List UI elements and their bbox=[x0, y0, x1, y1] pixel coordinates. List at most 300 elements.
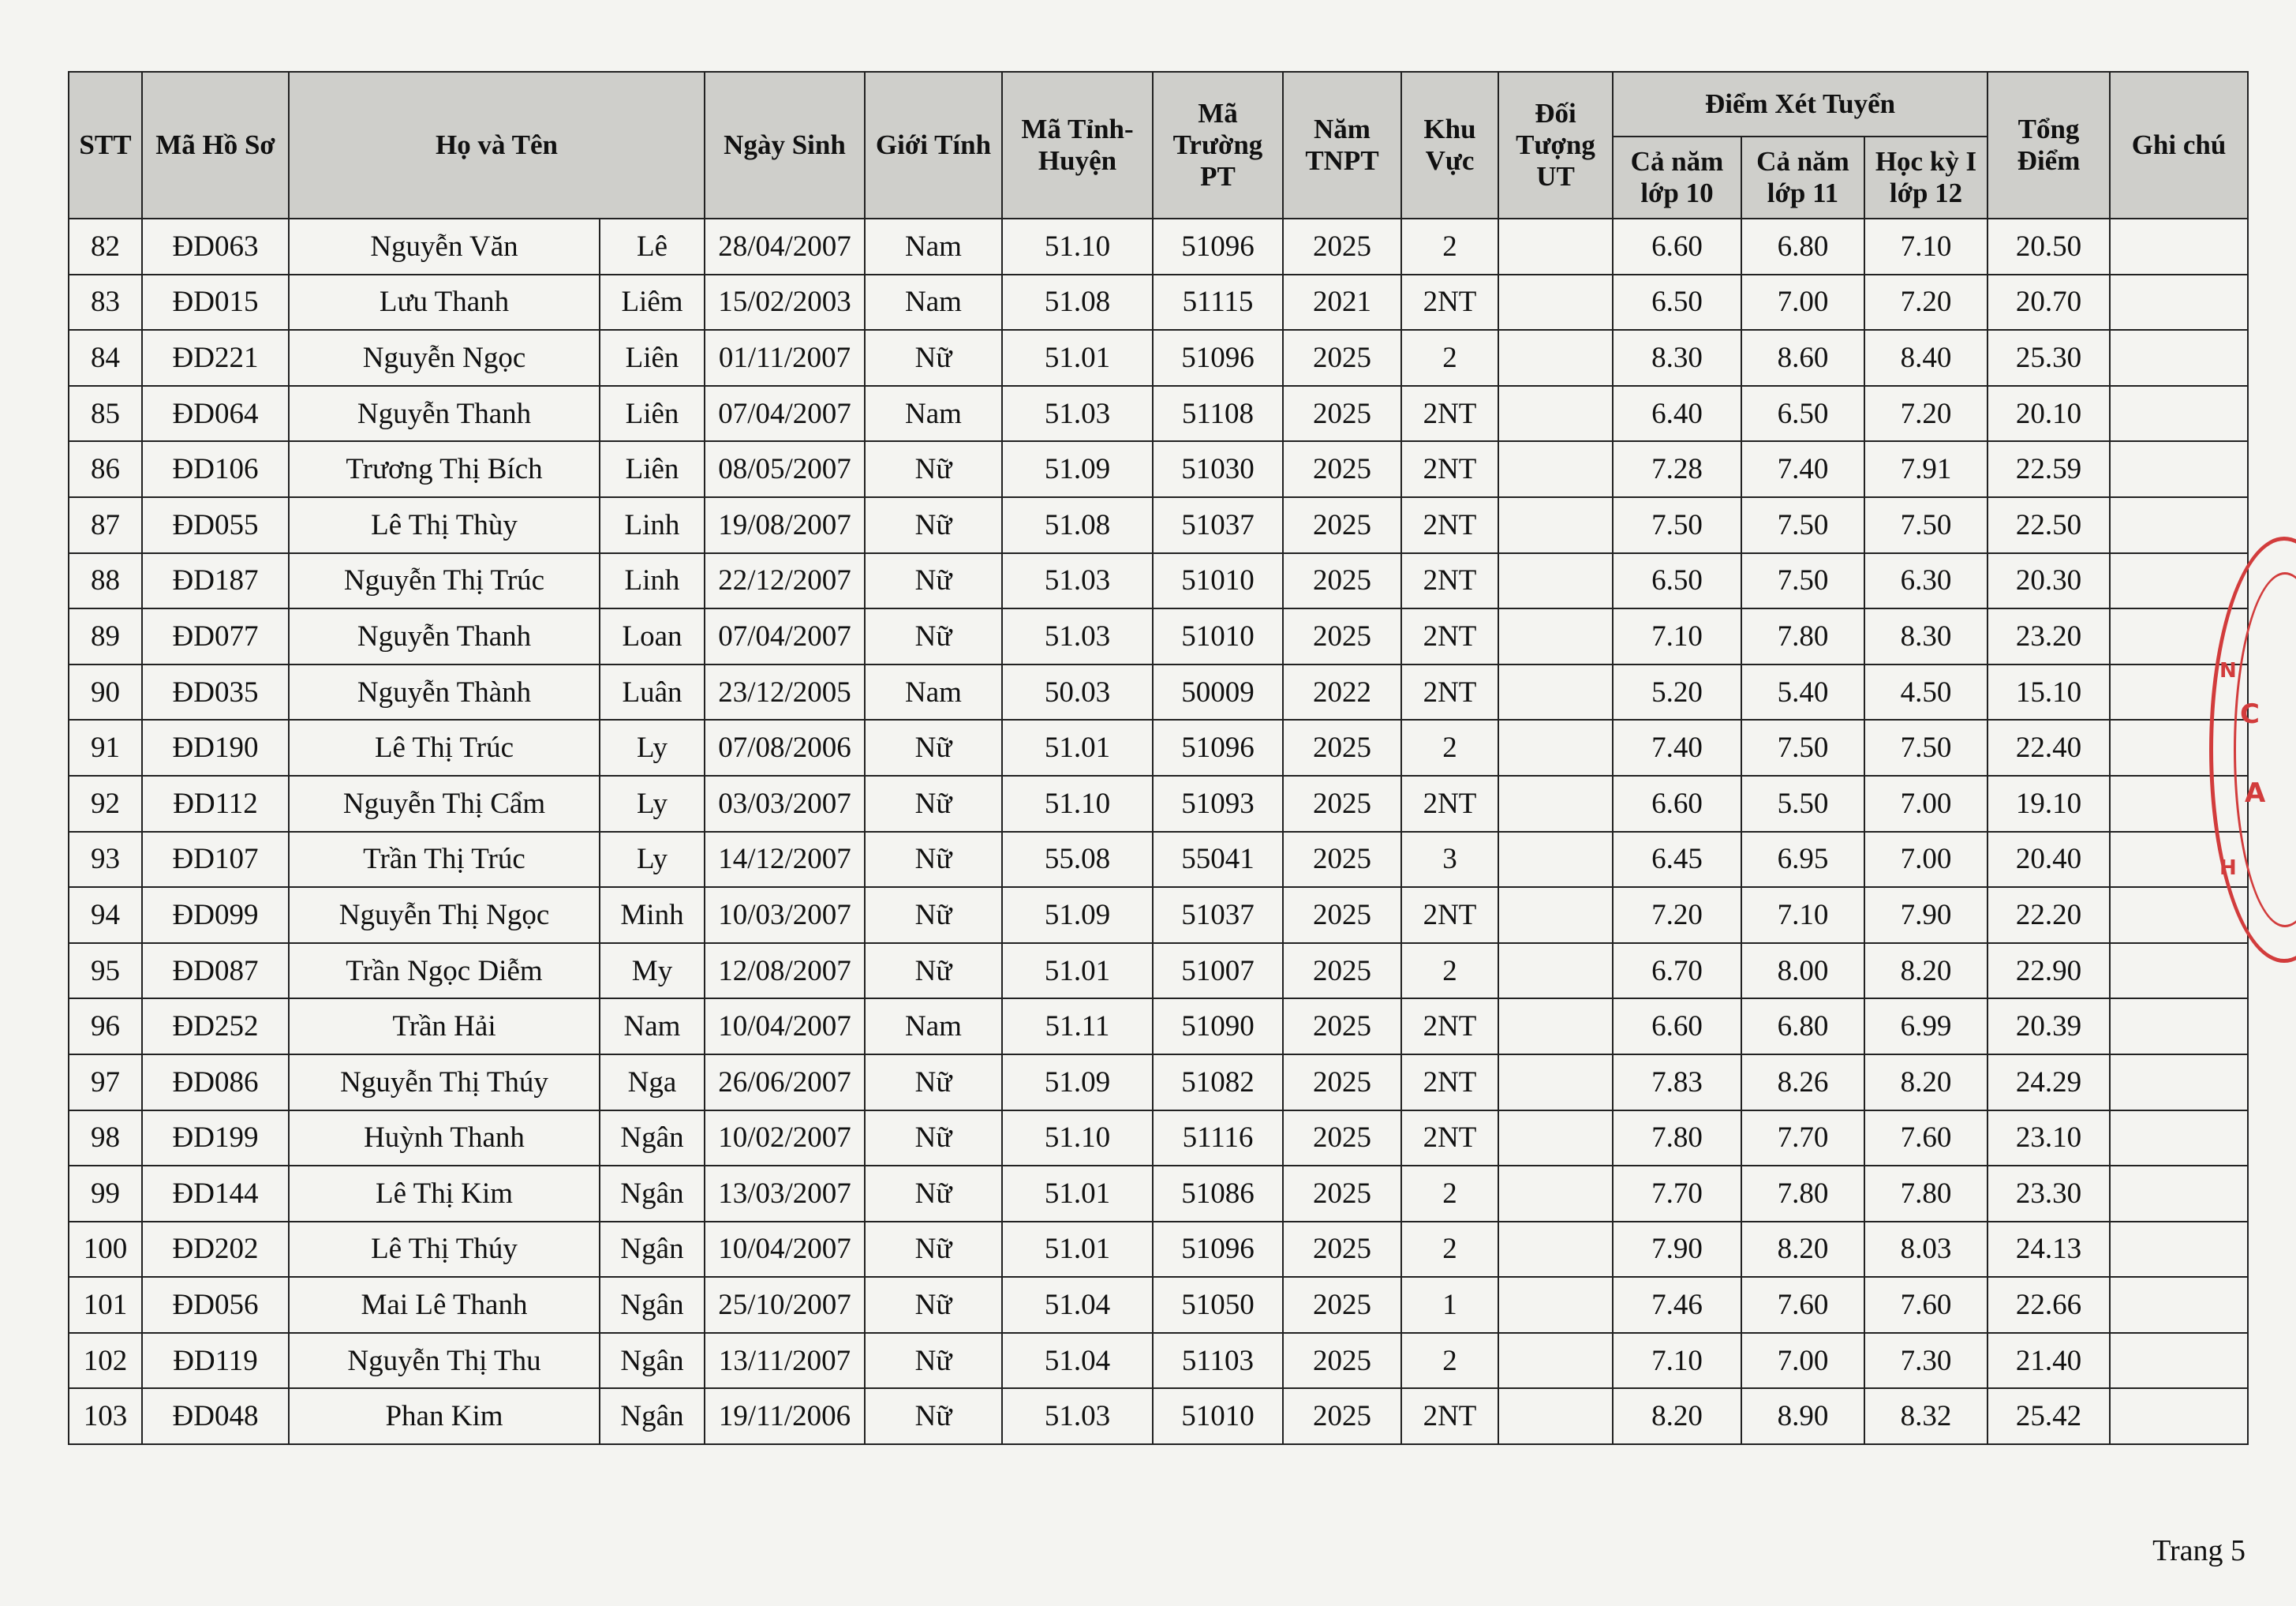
cell-ghi-chu bbox=[2110, 943, 2248, 999]
cell-ten: Liên bbox=[600, 386, 705, 442]
cell-ma-ho-so: ĐD190 bbox=[142, 720, 289, 776]
cell-khu-vuc: 2 bbox=[1401, 219, 1498, 275]
cell-hoc-ky-lop-12: 7.00 bbox=[1864, 776, 1987, 832]
table-row bbox=[69, 832, 2248, 888]
cell-nam-tnpt: 2025 bbox=[1283, 998, 1401, 1054]
cell-ngay-sinh: 28/04/2007 bbox=[705, 219, 865, 275]
cell-nam-tnpt: 2025 bbox=[1283, 1054, 1401, 1110]
table-row bbox=[69, 441, 2248, 497]
cell-hoc-ky-lop-12: 7.20 bbox=[1864, 386, 1987, 442]
cell-ca-nam-lop-10: 6.60 bbox=[1613, 776, 1741, 832]
cell-ma-tinh-huyen: 51.09 bbox=[1002, 887, 1153, 943]
cell-stt: 98 bbox=[69, 1110, 142, 1166]
cell-ho-dem: Trần Thị Trúc bbox=[289, 832, 600, 888]
cell-ma-tinh-huyen: 51.10 bbox=[1002, 219, 1153, 275]
cell-ca-nam-lop-11: 7.70 bbox=[1741, 1110, 1864, 1166]
cell-ma-truong: 51108 bbox=[1153, 386, 1283, 442]
cell-gioi-tinh: Nữ bbox=[865, 1277, 1002, 1333]
cell-ghi-chu bbox=[2110, 1333, 2248, 1389]
cell-khu-vuc: 2NT bbox=[1401, 998, 1498, 1054]
cell-tong-diem: 20.40 bbox=[1987, 832, 2110, 888]
cell-nam-tnpt: 2025 bbox=[1283, 1333, 1401, 1389]
cell-khu-vuc: 2NT bbox=[1401, 441, 1498, 497]
cell-tong-diem: 24.29 bbox=[1987, 1054, 2110, 1110]
cell-doi-tuong bbox=[1498, 497, 1613, 553]
cell-ma-ho-so: ĐD187 bbox=[142, 553, 289, 609]
seal-letter: N bbox=[2219, 659, 2237, 683]
cell-ma-truong: 51096 bbox=[1153, 720, 1283, 776]
header-ghi-chu: Ghi chú bbox=[2110, 72, 2248, 219]
cell-hoc-ky-lop-12: 7.60 bbox=[1864, 1110, 1987, 1166]
cell-ma-ho-so: ĐD077 bbox=[142, 608, 289, 664]
cell-nam-tnpt: 2025 bbox=[1283, 441, 1401, 497]
cell-ho-dem: Nguyễn Thị Cẩm bbox=[289, 776, 600, 832]
cell-ho-dem: Lê Thị Trúc bbox=[289, 720, 600, 776]
cell-khu-vuc: 1 bbox=[1401, 1277, 1498, 1333]
cell-ho-dem: Nguyễn Thị Trúc bbox=[289, 553, 600, 609]
cell-nam-tnpt: 2025 bbox=[1283, 219, 1401, 275]
cell-ma-ho-so: ĐD015 bbox=[142, 275, 289, 331]
table-row bbox=[69, 720, 2248, 776]
table-row bbox=[69, 1277, 2248, 1333]
header-ca-nam-lop-11: Cả năm lớp 11 bbox=[1741, 137, 1864, 219]
cell-ho-dem: Nguyễn Ngọc bbox=[289, 330, 600, 386]
cell-ngay-sinh: 01/11/2007 bbox=[705, 330, 865, 386]
cell-ca-nam-lop-10: 7.20 bbox=[1613, 887, 1741, 943]
cell-ghi-chu bbox=[2110, 1166, 2248, 1222]
cell-ca-nam-lop-11: 8.90 bbox=[1741, 1388, 1864, 1444]
cell-gioi-tinh: Nữ bbox=[865, 1222, 1002, 1278]
cell-ma-tinh-huyen: 51.10 bbox=[1002, 776, 1153, 832]
cell-ca-nam-lop-11: 7.00 bbox=[1741, 1333, 1864, 1389]
cell-ma-tinh-huyen: 51.11 bbox=[1002, 998, 1153, 1054]
cell-tong-diem: 15.10 bbox=[1987, 664, 2110, 721]
cell-ca-nam-lop-10: 7.28 bbox=[1613, 441, 1741, 497]
cell-ma-ho-so: ĐD055 bbox=[142, 497, 289, 553]
cell-nam-tnpt: 2025 bbox=[1283, 1277, 1401, 1333]
cell-hoc-ky-lop-12: 7.80 bbox=[1864, 1166, 1987, 1222]
cell-ma-truong: 51037 bbox=[1153, 497, 1283, 553]
table-row bbox=[69, 553, 2248, 609]
cell-ngay-sinh: 12/08/2007 bbox=[705, 943, 865, 999]
cell-hoc-ky-lop-12: 7.00 bbox=[1864, 832, 1987, 888]
cell-ma-truong: 51010 bbox=[1153, 608, 1283, 664]
cell-ca-nam-lop-10: 6.50 bbox=[1613, 275, 1741, 331]
cell-ca-nam-lop-11: 7.50 bbox=[1741, 497, 1864, 553]
cell-ten: Ngân bbox=[600, 1388, 705, 1444]
cell-ngay-sinh: 07/04/2007 bbox=[705, 386, 865, 442]
cell-hoc-ky-lop-12: 7.20 bbox=[1864, 275, 1987, 331]
cell-stt: 96 bbox=[69, 998, 142, 1054]
cell-ca-nam-lop-10: 8.20 bbox=[1613, 1388, 1741, 1444]
cell-gioi-tinh: Nam bbox=[865, 219, 1002, 275]
cell-hoc-ky-lop-12: 7.60 bbox=[1864, 1277, 1987, 1333]
cell-doi-tuong bbox=[1498, 887, 1613, 943]
cell-ma-truong: 55041 bbox=[1153, 832, 1283, 888]
cell-doi-tuong bbox=[1498, 720, 1613, 776]
table-row bbox=[69, 1054, 2248, 1110]
cell-ma-tinh-huyen: 51.03 bbox=[1002, 553, 1153, 609]
cell-doi-tuong bbox=[1498, 1333, 1613, 1389]
cell-ma-truong: 51115 bbox=[1153, 275, 1283, 331]
cell-ma-tinh-huyen: 51.01 bbox=[1002, 1166, 1153, 1222]
cell-ca-nam-lop-11: 5.50 bbox=[1741, 776, 1864, 832]
cell-ma-truong: 50009 bbox=[1153, 664, 1283, 721]
cell-hoc-ky-lop-12: 8.20 bbox=[1864, 943, 1987, 999]
cell-doi-tuong bbox=[1498, 1054, 1613, 1110]
cell-ngay-sinh: 22/12/2007 bbox=[705, 553, 865, 609]
cell-ca-nam-lop-10: 7.90 bbox=[1613, 1222, 1741, 1278]
cell-khu-vuc: 2 bbox=[1401, 330, 1498, 386]
cell-ma-tinh-huyen: 51.04 bbox=[1002, 1277, 1153, 1333]
cell-tong-diem: 22.90 bbox=[1987, 943, 2110, 999]
cell-tong-diem: 20.10 bbox=[1987, 386, 2110, 442]
cell-ho-dem: Trần Hải bbox=[289, 998, 600, 1054]
cell-ca-nam-lop-11: 8.20 bbox=[1741, 1222, 1864, 1278]
cell-ma-truong: 51096 bbox=[1153, 330, 1283, 386]
cell-tong-diem: 21.40 bbox=[1987, 1333, 2110, 1389]
cell-stt: 102 bbox=[69, 1333, 142, 1389]
cell-ghi-chu bbox=[2110, 1110, 2248, 1166]
cell-ten: Linh bbox=[600, 497, 705, 553]
cell-ma-ho-so: ĐD119 bbox=[142, 1333, 289, 1389]
cell-doi-tuong bbox=[1498, 330, 1613, 386]
cell-ca-nam-lop-10: 6.70 bbox=[1613, 943, 1741, 999]
cell-ma-truong: 51086 bbox=[1153, 1166, 1283, 1222]
cell-ma-tinh-huyen: 51.08 bbox=[1002, 275, 1153, 331]
cell-ma-ho-so: ĐD099 bbox=[142, 887, 289, 943]
cell-ma-tinh-huyen: 55.08 bbox=[1002, 832, 1153, 888]
cell-nam-tnpt: 2025 bbox=[1283, 776, 1401, 832]
cell-tong-diem: 23.10 bbox=[1987, 1110, 2110, 1166]
cell-gioi-tinh: Nữ bbox=[865, 832, 1002, 888]
table-row bbox=[69, 1166, 2248, 1222]
cell-doi-tuong bbox=[1498, 219, 1613, 275]
cell-stt: 103 bbox=[69, 1388, 142, 1444]
cell-ngay-sinh: 07/08/2006 bbox=[705, 720, 865, 776]
seal-letter: A bbox=[2245, 777, 2266, 809]
cell-ca-nam-lop-11: 8.26 bbox=[1741, 1054, 1864, 1110]
header-ca-nam-lop-10: Cả năm lớp 10 bbox=[1613, 137, 1741, 219]
cell-gioi-tinh: Nam bbox=[865, 386, 1002, 442]
cell-khu-vuc: 2NT bbox=[1401, 1110, 1498, 1166]
cell-tong-diem: 20.70 bbox=[1987, 275, 2110, 331]
cell-ca-nam-lop-11: 8.00 bbox=[1741, 943, 1864, 999]
cell-khu-vuc: 2NT bbox=[1401, 608, 1498, 664]
cell-ca-nam-lop-10: 5.20 bbox=[1613, 664, 1741, 721]
cell-gioi-tinh: Nữ bbox=[865, 441, 1002, 497]
cell-ngay-sinh: 15/02/2003 bbox=[705, 275, 865, 331]
cell-nam-tnpt: 2025 bbox=[1283, 1166, 1401, 1222]
table-row bbox=[69, 497, 2248, 553]
cell-ma-tinh-huyen: 51.01 bbox=[1002, 720, 1153, 776]
cell-tong-diem: 22.66 bbox=[1987, 1277, 2110, 1333]
cell-ma-tinh-huyen: 51.03 bbox=[1002, 386, 1153, 442]
cell-nam-tnpt: 2025 bbox=[1283, 386, 1401, 442]
cell-ghi-chu bbox=[2110, 219, 2248, 275]
cell-ma-tinh-huyen: 51.01 bbox=[1002, 1222, 1153, 1278]
cell-ca-nam-lop-10: 7.50 bbox=[1613, 497, 1741, 553]
cell-stt: 89 bbox=[69, 608, 142, 664]
header-ma-truong: Mã Trường PT bbox=[1153, 72, 1283, 219]
cell-ngay-sinh: 08/05/2007 bbox=[705, 441, 865, 497]
cell-ho-dem: Huỳnh Thanh bbox=[289, 1110, 600, 1166]
cell-hoc-ky-lop-12: 4.50 bbox=[1864, 664, 1987, 721]
cell-ma-tinh-huyen: 50.03 bbox=[1002, 664, 1153, 721]
cell-stt: 95 bbox=[69, 943, 142, 999]
cell-ca-nam-lop-11: 7.50 bbox=[1741, 553, 1864, 609]
cell-ma-tinh-huyen: 51.08 bbox=[1002, 497, 1153, 553]
cell-ca-nam-lop-11: 8.60 bbox=[1741, 330, 1864, 386]
cell-ho-dem: Trần Ngọc Diễm bbox=[289, 943, 600, 999]
cell-ho-dem: Nguyễn Thị Ngọc bbox=[289, 887, 600, 943]
cell-hoc-ky-lop-12: 7.91 bbox=[1864, 441, 1987, 497]
cell-ca-nam-lop-10: 7.83 bbox=[1613, 1054, 1741, 1110]
cell-ghi-chu bbox=[2110, 1222, 2248, 1278]
cell-ca-nam-lop-10: 8.30 bbox=[1613, 330, 1741, 386]
cell-ma-truong: 51116 bbox=[1153, 1110, 1283, 1166]
cell-hoc-ky-lop-12: 7.50 bbox=[1864, 720, 1987, 776]
cell-stt: 90 bbox=[69, 664, 142, 721]
seal-inner-ring bbox=[2234, 572, 2296, 927]
seal-letter: H bbox=[2219, 856, 2237, 880]
cell-ho-dem: Lê Thị Thúy bbox=[289, 1222, 600, 1278]
cell-ghi-chu bbox=[2110, 553, 2248, 609]
cell-gioi-tinh: Nữ bbox=[865, 330, 1002, 386]
cell-nam-tnpt: 2025 bbox=[1283, 553, 1401, 609]
cell-ma-tinh-huyen: 51.09 bbox=[1002, 441, 1153, 497]
cell-khu-vuc: 3 bbox=[1401, 832, 1498, 888]
cell-doi-tuong bbox=[1498, 943, 1613, 999]
cell-doi-tuong bbox=[1498, 386, 1613, 442]
cell-ten: Lê bbox=[600, 219, 705, 275]
cell-gioi-tinh: Nữ bbox=[865, 1054, 1002, 1110]
table-row bbox=[69, 998, 2248, 1054]
cell-ghi-chu bbox=[2110, 1388, 2248, 1444]
cell-ma-ho-so: ĐD063 bbox=[142, 219, 289, 275]
cell-ngay-sinh: 13/03/2007 bbox=[705, 1166, 865, 1222]
cell-ca-nam-lop-10: 7.10 bbox=[1613, 608, 1741, 664]
cell-ca-nam-lop-11: 7.00 bbox=[1741, 275, 1864, 331]
table-body bbox=[69, 219, 2248, 1444]
cell-ma-truong: 51030 bbox=[1153, 441, 1283, 497]
cell-stt: 100 bbox=[69, 1222, 142, 1278]
cell-ho-dem: Mai Lê Thanh bbox=[289, 1277, 600, 1333]
cell-ten: Liên bbox=[600, 330, 705, 386]
cell-ca-nam-lop-10: 7.70 bbox=[1613, 1166, 1741, 1222]
header-diem-xet-tuyen: Điểm Xét Tuyển bbox=[1613, 72, 1987, 137]
cell-doi-tuong bbox=[1498, 1166, 1613, 1222]
cell-ngay-sinh: 19/08/2007 bbox=[705, 497, 865, 553]
cell-gioi-tinh: Nữ bbox=[865, 1388, 1002, 1444]
cell-ngay-sinh: 10/04/2007 bbox=[705, 998, 865, 1054]
cell-gioi-tinh: Nữ bbox=[865, 553, 1002, 609]
table-row bbox=[69, 664, 2248, 721]
cell-ten: Ngân bbox=[600, 1277, 705, 1333]
cell-hoc-ky-lop-12: 8.32 bbox=[1864, 1388, 1987, 1444]
header-tong-diem: Tổng Điểm bbox=[1987, 72, 2110, 219]
cell-hoc-ky-lop-12: 7.10 bbox=[1864, 219, 1987, 275]
cell-ma-truong: 51090 bbox=[1153, 998, 1283, 1054]
cell-khu-vuc: 2NT bbox=[1401, 1054, 1498, 1110]
cell-ma-tinh-huyen: 51.10 bbox=[1002, 1110, 1153, 1166]
cell-doi-tuong bbox=[1498, 608, 1613, 664]
cell-gioi-tinh: Nữ bbox=[865, 1110, 1002, 1166]
cell-stt: 99 bbox=[69, 1166, 142, 1222]
cell-ca-nam-lop-11: 7.40 bbox=[1741, 441, 1864, 497]
cell-stt: 82 bbox=[69, 219, 142, 275]
cell-doi-tuong bbox=[1498, 441, 1613, 497]
cell-khu-vuc: 2 bbox=[1401, 943, 1498, 999]
cell-hoc-ky-lop-12: 7.90 bbox=[1864, 887, 1987, 943]
cell-ho-dem: Phan Kim bbox=[289, 1388, 600, 1444]
cell-ca-nam-lop-11: 7.80 bbox=[1741, 1166, 1864, 1222]
table-row bbox=[69, 1110, 2248, 1166]
cell-ca-nam-lop-10: 7.80 bbox=[1613, 1110, 1741, 1166]
cell-nam-tnpt: 2025 bbox=[1283, 608, 1401, 664]
cell-nam-tnpt: 2025 bbox=[1283, 943, 1401, 999]
cell-ten: Liên bbox=[600, 441, 705, 497]
cell-ghi-chu bbox=[2110, 1054, 2248, 1110]
cell-ca-nam-lop-11: 6.80 bbox=[1741, 219, 1864, 275]
cell-tong-diem: 20.30 bbox=[1987, 553, 2110, 609]
cell-doi-tuong bbox=[1498, 1277, 1613, 1333]
cell-tong-diem: 22.20 bbox=[1987, 887, 2110, 943]
cell-ten: Ngân bbox=[600, 1110, 705, 1166]
cell-ho-dem: Nguyễn Thị Thu bbox=[289, 1333, 600, 1389]
cell-gioi-tinh: Nữ bbox=[865, 887, 1002, 943]
cell-ma-ho-so: ĐD064 bbox=[142, 386, 289, 442]
cell-gioi-tinh: Nam bbox=[865, 998, 1002, 1054]
cell-ca-nam-lop-11: 7.80 bbox=[1741, 608, 1864, 664]
cell-khu-vuc: 2NT bbox=[1401, 1388, 1498, 1444]
cell-ca-nam-lop-10: 6.45 bbox=[1613, 832, 1741, 888]
cell-tong-diem: 22.50 bbox=[1987, 497, 2110, 553]
cell-hoc-ky-lop-12: 8.03 bbox=[1864, 1222, 1987, 1278]
cell-ma-ho-so: ĐD107 bbox=[142, 832, 289, 888]
cell-stt: 97 bbox=[69, 1054, 142, 1110]
cell-nam-tnpt: 2025 bbox=[1283, 1388, 1401, 1444]
cell-nam-tnpt: 2025 bbox=[1283, 720, 1401, 776]
cell-ca-nam-lop-11: 6.50 bbox=[1741, 386, 1864, 442]
cell-ma-truong: 51007 bbox=[1153, 943, 1283, 999]
table-row bbox=[69, 776, 2248, 832]
cell-ghi-chu bbox=[2110, 1277, 2248, 1333]
cell-hoc-ky-lop-12: 8.30 bbox=[1864, 608, 1987, 664]
cell-nam-tnpt: 2025 bbox=[1283, 1222, 1401, 1278]
cell-khu-vuc: 2NT bbox=[1401, 553, 1498, 609]
cell-ten: Nga bbox=[600, 1054, 705, 1110]
cell-stt: 87 bbox=[69, 497, 142, 553]
cell-ma-truong: 51096 bbox=[1153, 1222, 1283, 1278]
cell-ma-truong: 51082 bbox=[1153, 1054, 1283, 1110]
cell-nam-tnpt: 2025 bbox=[1283, 330, 1401, 386]
cell-ho-dem: Lê Thị Kim bbox=[289, 1166, 600, 1222]
cell-khu-vuc: 2NT bbox=[1401, 275, 1498, 331]
cell-tong-diem: 22.40 bbox=[1987, 720, 2110, 776]
cell-ma-tinh-huyen: 51.01 bbox=[1002, 330, 1153, 386]
cell-ho-dem: Lê Thị Thùy bbox=[289, 497, 600, 553]
header-ma-ho-so: Mã Hồ Sơ bbox=[142, 72, 289, 219]
cell-ho-dem: Nguyễn Thành bbox=[289, 664, 600, 721]
cell-ten: Ngân bbox=[600, 1222, 705, 1278]
cell-ma-truong: 51050 bbox=[1153, 1277, 1283, 1333]
cell-ma-ho-so: ĐD144 bbox=[142, 1166, 289, 1222]
cell-ca-nam-lop-11: 5.40 bbox=[1741, 664, 1864, 721]
cell-ma-tinh-huyen: 51.03 bbox=[1002, 608, 1153, 664]
cell-ma-ho-so: ĐD221 bbox=[142, 330, 289, 386]
cell-ngay-sinh: 07/04/2007 bbox=[705, 608, 865, 664]
cell-ngay-sinh: 19/11/2006 bbox=[705, 1388, 865, 1444]
cell-stt: 92 bbox=[69, 776, 142, 832]
cell-ten: Ngân bbox=[600, 1333, 705, 1389]
cell-khu-vuc: 2 bbox=[1401, 720, 1498, 776]
cell-ten: Liêm bbox=[600, 275, 705, 331]
cell-ghi-chu bbox=[2110, 330, 2248, 386]
cell-gioi-tinh: Nam bbox=[865, 275, 1002, 331]
table-row bbox=[69, 386, 2248, 442]
table-row bbox=[69, 330, 2248, 386]
cell-ma-ho-so: ĐD199 bbox=[142, 1110, 289, 1166]
cell-ngay-sinh: 10/04/2007 bbox=[705, 1222, 865, 1278]
cell-gioi-tinh: Nữ bbox=[865, 608, 1002, 664]
cell-ma-ho-so: ĐD035 bbox=[142, 664, 289, 721]
cell-hoc-ky-lop-12: 6.30 bbox=[1864, 553, 1987, 609]
cell-ten: Ly bbox=[600, 720, 705, 776]
cell-stt: 88 bbox=[69, 553, 142, 609]
cell-ca-nam-lop-10: 7.40 bbox=[1613, 720, 1741, 776]
table-row bbox=[69, 1333, 2248, 1389]
cell-ma-tinh-huyen: 51.01 bbox=[1002, 943, 1153, 999]
table-row bbox=[69, 275, 2248, 331]
cell-doi-tuong bbox=[1498, 1110, 1613, 1166]
cell-tong-diem: 23.20 bbox=[1987, 608, 2110, 664]
cell-ngay-sinh: 26/06/2007 bbox=[705, 1054, 865, 1110]
table-header bbox=[69, 72, 2248, 219]
cell-ten: Ly bbox=[600, 776, 705, 832]
header-ho-va-ten: Họ và Tên bbox=[289, 72, 705, 219]
cell-tong-diem: 25.42 bbox=[1987, 1388, 2110, 1444]
cell-tong-diem: 23.30 bbox=[1987, 1166, 2110, 1222]
page-number: Trang 5 bbox=[2152, 1534, 2246, 1567]
cell-ho-dem: Nguyễn Thanh bbox=[289, 608, 600, 664]
table-row bbox=[69, 887, 2248, 943]
cell-ngay-sinh: 13/11/2007 bbox=[705, 1333, 865, 1389]
header-doi-tuong: Đối Tượng UT bbox=[1498, 72, 1613, 219]
header-gioi-tinh: Giới Tính bbox=[865, 72, 1002, 219]
cell-ngay-sinh: 25/10/2007 bbox=[705, 1277, 865, 1333]
cell-doi-tuong bbox=[1498, 553, 1613, 609]
cell-hoc-ky-lop-12: 7.30 bbox=[1864, 1333, 1987, 1389]
cell-tong-diem: 24.13 bbox=[1987, 1222, 2110, 1278]
cell-ca-nam-lop-11: 7.10 bbox=[1741, 887, 1864, 943]
cell-tong-diem: 20.39 bbox=[1987, 998, 2110, 1054]
cell-ten: Ly bbox=[600, 832, 705, 888]
cell-ma-tinh-huyen: 51.09 bbox=[1002, 1054, 1153, 1110]
cell-ma-ho-so: ĐD202 bbox=[142, 1222, 289, 1278]
cell-ten: Nam bbox=[600, 998, 705, 1054]
cell-ngay-sinh: 10/03/2007 bbox=[705, 887, 865, 943]
cell-ghi-chu bbox=[2110, 441, 2248, 497]
table-row bbox=[69, 1222, 2248, 1278]
header-stt: STT bbox=[69, 72, 142, 219]
cell-ghi-chu bbox=[2110, 275, 2248, 331]
table-row bbox=[69, 1388, 2248, 1444]
header-ngay-sinh: Ngày Sinh bbox=[705, 72, 865, 219]
cell-ma-ho-so: ĐD112 bbox=[142, 776, 289, 832]
header-nam-tnpt: Năm TNPT bbox=[1283, 72, 1401, 219]
cell-ma-truong: 51093 bbox=[1153, 776, 1283, 832]
